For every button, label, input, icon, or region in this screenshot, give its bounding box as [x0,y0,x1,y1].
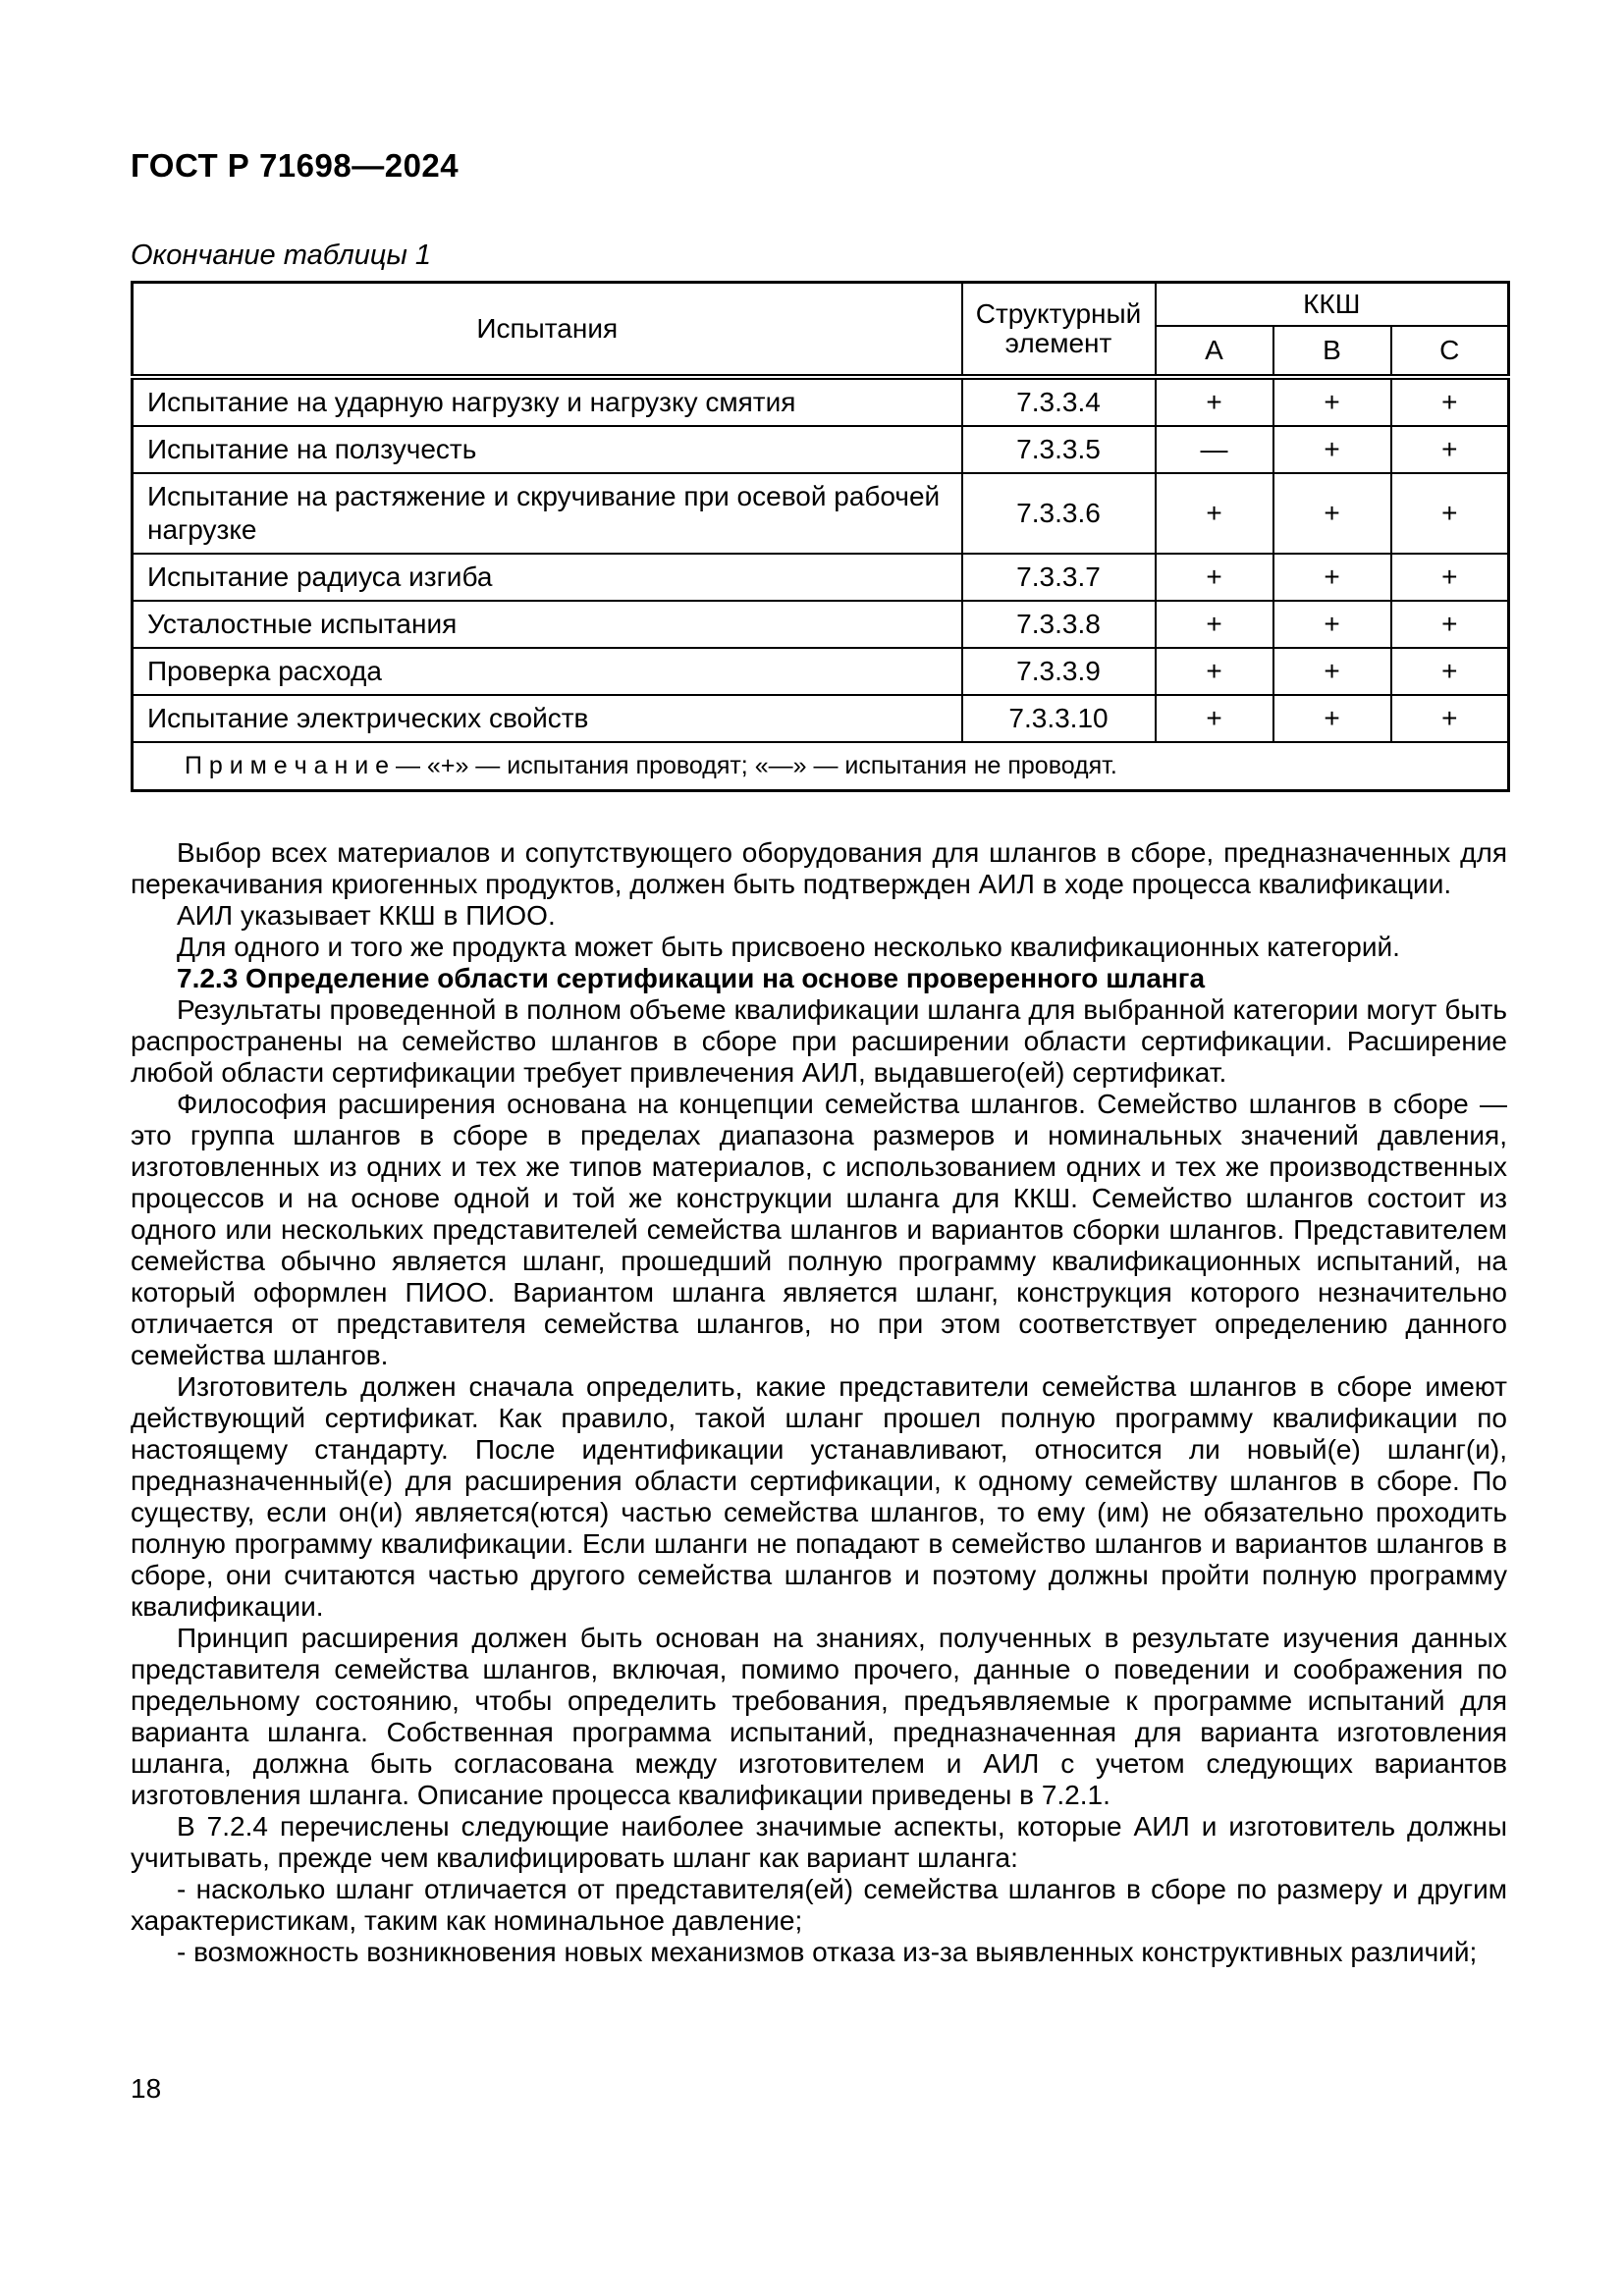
test-name-cell: Испытание радиуса изгиба [133,554,962,601]
category-c-cell: + [1391,377,1509,426]
column-header-tests: Испытания [133,283,962,377]
category-b-cell: + [1273,426,1391,473]
list-item: - возможность возникновения новых механизмов отказа из-за выявленных конструктивных различий; [177,1937,1478,1967]
category-b-cell: + [1273,601,1391,648]
structural-element-cell: 7.3.3.8 [962,601,1156,648]
paragraph: Для одного и того же продукта может быть присвоено несколько квалификационных категорий. [177,932,1400,962]
column-header-category-c: C [1391,326,1509,377]
paragraph: В 7.2.4 перечислены следующие наиболее значимые аспекты, которые АИЛ и изготовитель должны учитывать, прежде чем квалифицировать шланг как вариант шланга: [131,1811,1507,1873]
category-a-cell: + [1156,377,1273,426]
section-heading-7-2-3: 7.2.3 Определение области сертификации на основе проверенного шланга [177,963,1206,993]
category-c-cell: + [1391,601,1509,648]
category-b-cell: + [1273,695,1391,742]
structural-element-cell: 7.3.3.6 [962,473,1156,554]
category-c-cell: + [1391,648,1509,695]
tests-table [131,281,1510,792]
column-header-kksh-group: ККШ [1156,283,1509,326]
category-a-cell: + [1156,473,1273,554]
standard-number: ГОСТ Р 71698—2024 [131,147,460,184]
table-row [133,695,1509,742]
category-a-cell: + [1156,648,1273,695]
paragraph: АИЛ указывает ККШ в ПИОО. [177,900,556,931]
test-name-cell: Испытание электрических свойств [133,695,962,742]
category-b-cell: + [1273,648,1391,695]
column-header-category-b: B [1273,326,1391,377]
table-header [133,283,1509,377]
table-row [133,473,1509,554]
page-number: 18 [131,2073,162,2104]
list-item: - насколько шланг отличается от представителя(ей) семейства шлангов в сборе по размеру и другим характеристикам, таким как номинальное давление; [131,1874,1507,1936]
table-header-group-row [133,283,1509,326]
column-header-category-a: A [1156,326,1273,377]
page-content [131,147,1507,1968]
table-row [133,426,1509,473]
structural-element-cell: 7.3.3.9 [962,648,1156,695]
test-name-cell: Усталостные испытания [133,601,962,648]
category-c-cell: + [1391,473,1509,554]
table-note-row [133,742,1509,791]
body-text [131,837,1507,1968]
category-c-cell: + [1391,695,1509,742]
category-a-cell: + [1156,554,1273,601]
test-name-cell: Испытание на ползучесть [133,426,962,473]
structural-element-cell: 7.3.3.7 [962,554,1156,601]
table-row [133,377,1509,426]
test-name-cell: Проверка расхода [133,648,962,695]
category-c-cell: + [1391,426,1509,473]
test-name-cell: Испытание на растяжение и скручивание при осевой рабочей нагрузке [133,473,962,554]
paragraph: Философия расширения основана на концепции семейства шлангов. Семейство шлангов в сборе — это группа шлангов в сборе в пределах диапазона размеров и номинальных значений давления, изготовленных из одних и тех же типов материалов, с использованием одних и тех же производственных процессов и на основе одной и той же конструкции шланга для ККШ. Семейство шлангов состоит из одного или нескольких представителей семейства шлангов и вариантов сборки шлангов. Представителем семейства обычно является шланг, прошедший полную программу квалификационных испытаний, на который оформлен ПИОО. Вариантом шланга является шланг, конструкция которого незначительно отличается от представителя семейства шлангов, но при этом соответствует определению данного семейства шлангов. [131,1089,1507,1370]
table-row [133,601,1509,648]
category-b-cell: + [1273,377,1391,426]
category-b-cell: + [1273,554,1391,601]
table-note: П р и м е ч а н и е — «+» — испытания проводят; «—» — испытания не проводят. [133,742,1509,791]
category-a-cell: + [1156,695,1273,742]
structural-element-cell: 7.3.3.5 [962,426,1156,473]
structural-element-cell: 7.3.3.10 [962,695,1156,742]
test-name-cell: Испытание на ударную нагрузку и нагрузку смятия [133,377,962,426]
paragraph: Выбор всех материалов и сопутствующего оборудования для шлангов в сборе, предназначенных для перекачивания криогенных продуктов, должен быть подтвержден АИЛ в ходе процесса квалификации. [131,837,1507,899]
paragraph: Принцип расширения должен быть основан на знаниях, полученных в результате изучения данных представителя семейства шлангов, включая, помимо прочего, данные о поведении и соображения по предельному состоянию, чтобы определить требования, предъявляемые к программе испытаний для варианта шланга. Собственная программа испытаний, предназначенная для варианта изготовления шланга, должна быть согласована между изготовителем и АИЛ с учетом следующих вариантов изготовления шланга. Описание процесса квалификации приведены в 7.2.1. [131,1623,1507,1810]
category-b-cell: + [1273,473,1391,554]
category-a-cell: + [1156,601,1273,648]
category-c-cell: + [1391,554,1509,601]
column-header-structural-element: Структурный элемент [962,283,1156,377]
table-caption: Окончание таблицы 1 [131,240,431,271]
category-a-cell: — [1156,426,1273,473]
table-row [133,554,1509,601]
paragraph: Изготовитель должен сначала определить, какие представители семейства шлангов в сборе имеют действующий сертификат. Как правило, такой шланг прошел полную программу квалификации по настоящему стандарту. После идентификации устанавливают, относится ли новый(е) шланг(и), предназначенный(е) для расширения области сертификации, к одному семейству шлангов в сборе. По существу, если он(и) является(ются) частью семейства шлангов, то ему (им) не обязательно проходить полную программу квалификации. Если шланги не попадают в семейство шлангов и вариантов шлангов в сборе, они считаются частью другого семейства шлангов и поэтому должны пройти полную программу квалификации. [131,1371,1507,1622]
table-row [133,648,1509,695]
structural-element-cell: 7.3.3.4 [962,377,1156,426]
paragraph: Результаты проведенной в полном объеме квалификации шланга для выбранной категории могут быть распространены на семейство шлангов в сборе при расширении области сертификации. Расширение любой области сертификации требует привлечения АИЛ, выдавшего(ей) сертификат. [131,994,1507,1088]
